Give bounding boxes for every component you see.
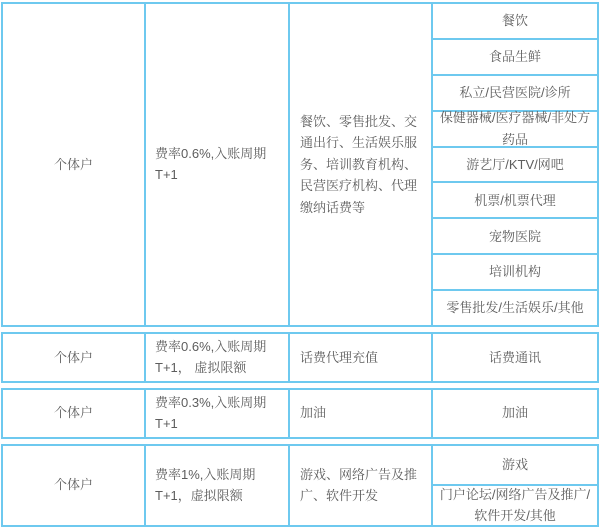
merchant-type-cell	[3, 390, 144, 437]
rate-cell	[144, 390, 288, 437]
subcategory-cell: 加油	[501, 405, 528, 421]
rate-cell	[144, 4, 288, 325]
category-cell	[288, 446, 431, 525]
subcategory-cell: 游戏	[501, 457, 528, 473]
rate-text: 费率0.6%,入账周期T+1， 虚拟限额	[155, 338, 267, 376]
merchant-type-text: 个体户	[53, 477, 93, 493]
rate-cell	[144, 334, 288, 381]
category-text: 餐饮、零售批发、交通出行、生活娱乐服务、培训教育机构、民营医疗机构、代理缴纳话费等	[300, 113, 418, 215]
rate-cell	[144, 446, 288, 525]
merchant-type-cell	[3, 446, 144, 525]
rate-section-phone	[1, 332, 599, 383]
merchant-type-text: 个体户	[53, 349, 93, 365]
category-cell	[288, 390, 431, 437]
subcategory-cell: 门户论坛/网络广告及推广/软件开发/其他	[433, 484, 597, 524]
merchant-type-text: 个体户	[53, 405, 93, 421]
merchant-type-cell	[3, 4, 144, 325]
subcategory-cell: 机票/机票代理	[433, 181, 597, 217]
rate-text: 费率0.3%,入账周期T+1	[155, 394, 267, 432]
subcategory-cell: 私立/民营医院/诊所	[433, 74, 597, 110]
subcategory-list	[431, 390, 597, 437]
subcategory-cell: 零售批发/生活娱乐/其他	[433, 289, 597, 325]
rate-text: 费率0.6%,入账周期T+1	[155, 146, 267, 183]
category-text: 话费代理充值	[300, 349, 379, 365]
rate-section-general	[1, 2, 599, 327]
category-text: 游戏、网络广告及推广、软件开发	[300, 466, 418, 504]
category-text: 加油	[300, 405, 327, 421]
subcategory-list	[431, 446, 597, 525]
subcategory-list	[431, 4, 597, 325]
merchant-type-cell	[3, 334, 144, 381]
category-cell	[288, 4, 431, 325]
subcategory-cell: 话费通讯	[488, 349, 541, 365]
subcategory-cell: 游艺厅/KTV/网吧	[433, 146, 597, 182]
category-cell	[288, 334, 431, 381]
subcategory-cell: 培训机构	[433, 253, 597, 289]
subcategory-cell: 餐饮	[501, 13, 528, 29]
rate-section-games	[1, 444, 599, 527]
rate-section-fuel	[1, 388, 599, 439]
subcategory-cell: 食品生鲜	[433, 38, 597, 74]
subcategory-cell: 保健器械/医疗器械/非处方药品	[433, 110, 597, 146]
subcategory-cell: 宠物医院	[433, 217, 597, 253]
rate-text: 费率1%,入账周期T+1，虚拟限额	[155, 466, 256, 504]
subcategory-list	[431, 334, 597, 381]
merchant-type-text: 个体户	[53, 156, 93, 172]
